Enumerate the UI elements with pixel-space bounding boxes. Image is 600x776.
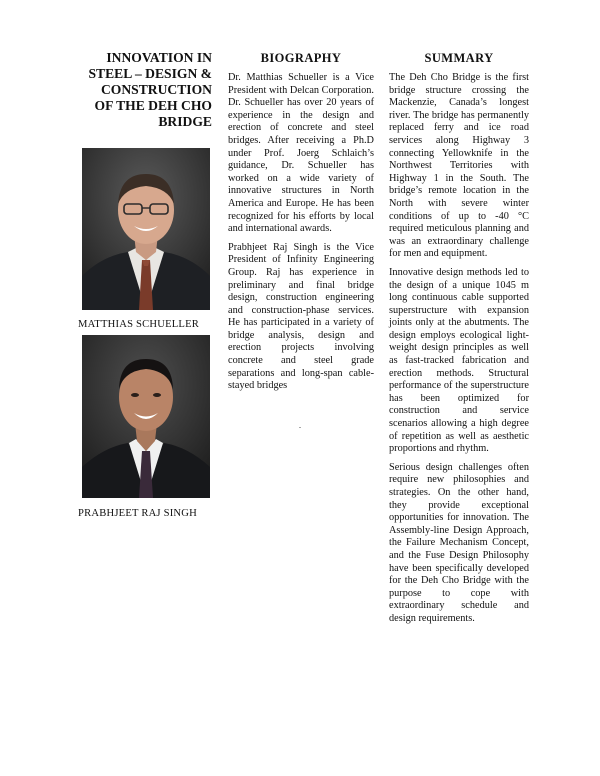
- summary-heading: SUMMARY: [424, 51, 494, 65]
- portrait-photo-singh: [82, 335, 210, 498]
- portrait-caption: PRABHJEET RAJ SINGH: [78, 508, 197, 519]
- portrait-image: [82, 335, 210, 498]
- portrait-caption: MATTHIAS SCHUELLER: [78, 319, 200, 330]
- title-line: INNOVATION IN: [106, 50, 212, 65]
- title-line: CONSTRUCTION: [100, 82, 212, 97]
- biography-paragraph: Dr. Matthias Schueller is a Vice President with Delcan Corporation. Dr. Schueller has over 20 years of experience in the design and erection of concrete and steel bridges. After receiving a Ph.D under Prof. Joerg Schlaich’s guidance, Dr. Schueller has worked on a wide variety of innovative structures in North America and Europe. He has been recognized for his efforts by local and international awards.: [228, 72, 374, 235]
- page-title: [76, 50, 212, 130]
- summary-paragraph: The Deh Cho Bridge is the first bridge structure crossing the Mackenzie, Canada’s longest river. The bridge has permanently replaced ferry and ice road services along Highway 3 connecting Yellowknife in the Northwest Territories with Highway 1 in the South. The bridge’s remote location in the North with severe winter conditions of up to -40 °C required meticulous planning and was an extraordinary challenge for men and equipment.: [389, 72, 529, 260]
- stray-mark: .: [299, 421, 301, 430]
- summary-column: [389, 50, 529, 632]
- biography-paragraph: Prabhjeet Raj Singh is the Vice President of Infinity Engineering Group. Raj has experience in preliminary and final bridge design, construction engineering and construction-phase services. He has participated in a variety of bridge analysis, design and erection projects involving concrete and steel grade separations and long-span cable-stayed bridges: [228, 241, 374, 392]
- title-line: OF THE DEH CHO: [94, 98, 212, 113]
- biography-column: [228, 50, 374, 399]
- biography-heading: BIOGRAPHY: [260, 51, 342, 65]
- portrait-photo-schueller: [82, 148, 210, 310]
- title-column: [76, 50, 212, 130]
- title-line: BRIDGE: [158, 114, 212, 129]
- portrait-image: [82, 148, 210, 310]
- title-line: STEEL – DESIGN &: [88, 66, 212, 81]
- summary-paragraph: Innovative design methods led to the design of a unique 1045 m long continuous cable supported superstructure with expansion joints only at the abutments. The design employs ecological light-weight design principles as well as fast-tracked fabrication and erection methods. Structural performance of the superstructure has been optimized for construction and service scenarios allowing a high degree of repetition as well as aesthetic proportions and rhythm.: [389, 266, 529, 455]
- summary-paragraph: Serious design challenges often require new philosophies and strategies. On the other hand, they provide exceptional opportunities for innovation. The Assembly-line Design Approach, the Failure Mechanism Concept, and the Fuse Design Philosophy have been specifically developed for the Deh Cho Bridge with the purpose to cope with extraordinary schedule and design requirements.: [389, 461, 529, 624]
